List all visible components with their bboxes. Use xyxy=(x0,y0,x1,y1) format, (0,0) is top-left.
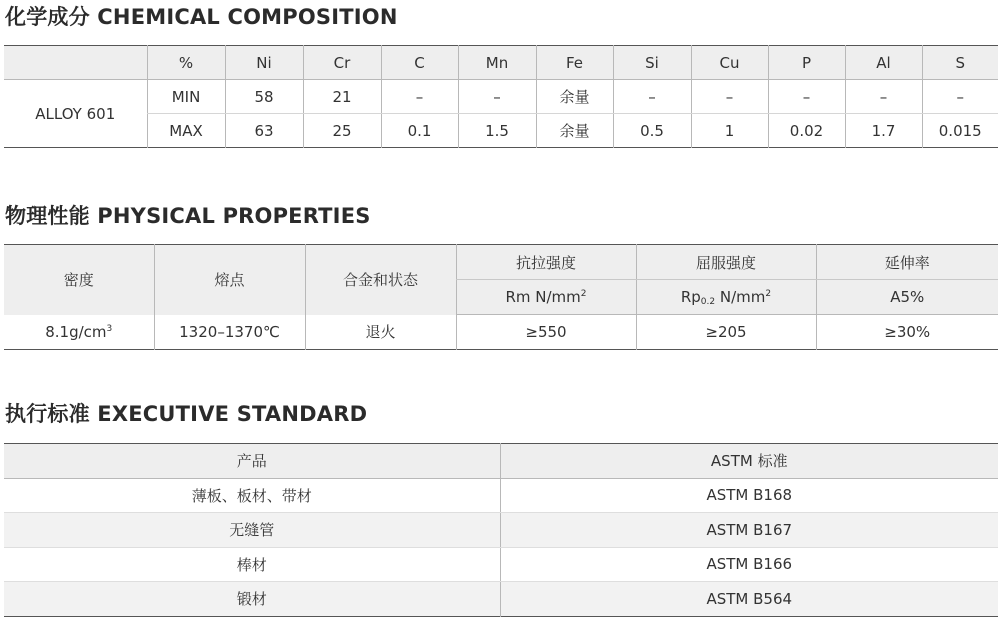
max-value: 1.7 xyxy=(845,114,922,148)
chemical-header-cell: Cr xyxy=(303,46,381,80)
chemical-header-cell: Al xyxy=(845,46,922,80)
table-row xyxy=(4,80,998,114)
header-tensile-strength: 抗拉强度 xyxy=(456,245,636,280)
header-product: 产品 xyxy=(4,444,500,479)
standard-cell: ASTM B564 xyxy=(500,582,998,617)
min-value: – xyxy=(613,80,691,114)
chemical-header-blank xyxy=(4,46,147,80)
physical-title: 物理性能 PHYSICAL PROPERTIES xyxy=(5,204,371,228)
chemical-title: 化学成分 CHEMICAL COMPOSITION xyxy=(5,5,398,29)
max-value: 0.1 xyxy=(381,114,458,148)
max-value: 0.02 xyxy=(768,114,845,148)
max-value: 1.5 xyxy=(458,114,536,148)
header-melting-point: 熔点 xyxy=(154,245,305,315)
physical-table xyxy=(4,244,998,350)
min-value: – xyxy=(691,80,768,114)
value-density-sup: 3 xyxy=(106,323,113,334)
header-elongation: 延伸率 xyxy=(816,245,998,280)
table-row xyxy=(4,513,998,548)
unit-tensile-sup: 2 xyxy=(580,289,587,299)
standard-cell: ASTM B167 xyxy=(500,513,998,548)
chemical-header-cell: C xyxy=(381,46,458,80)
standard-cell: ASTM B168 xyxy=(500,478,998,513)
chemical-header-cell: Cu xyxy=(691,46,768,80)
min-value: – xyxy=(458,80,536,114)
unit-tensile-base: Rm N/mm xyxy=(505,288,581,306)
chemical-header-cell: Mn xyxy=(458,46,536,80)
row-label-min: MIN xyxy=(147,80,225,114)
product-cell: 薄板、板材、带材 xyxy=(4,478,500,513)
chemical-header-cell: P xyxy=(768,46,845,80)
header-yield-strength: 屈服强度 xyxy=(636,245,816,280)
standard-table xyxy=(4,443,998,617)
header-density: 密度 xyxy=(4,245,154,315)
value-elongation: ≥30% xyxy=(816,315,998,350)
value-melting-point: 1320–1370℃ xyxy=(154,315,305,350)
unit-tensile xyxy=(456,280,636,315)
table-row xyxy=(4,315,998,350)
table-row xyxy=(4,478,998,513)
min-value: – xyxy=(922,80,998,114)
standard-header-row xyxy=(4,444,998,479)
chemical-header-cell: Si xyxy=(613,46,691,80)
unit-yield-sub: 0.2 xyxy=(700,296,716,307)
table-row xyxy=(4,582,998,617)
value-density xyxy=(4,315,154,350)
max-value: 0.5 xyxy=(613,114,691,148)
unit-elongation: A5% xyxy=(816,280,998,315)
value-density-base: 8.1g/cm xyxy=(45,322,107,341)
min-value: – xyxy=(845,80,922,114)
value-tensile: ≥550 xyxy=(456,315,636,350)
chemical-header-cell: Ni xyxy=(225,46,303,80)
min-value: – xyxy=(768,80,845,114)
max-value: 63 xyxy=(225,114,303,148)
table-row xyxy=(4,114,998,148)
unit-yield-rp: Rp xyxy=(680,287,701,306)
standard-cell: ASTM B166 xyxy=(500,547,998,582)
physical-header-row xyxy=(4,245,998,280)
chemical-header-cell: Fe xyxy=(536,46,613,80)
chemical-header-cell: S xyxy=(922,46,998,80)
unit-yield-sup: 2 xyxy=(765,288,772,299)
row-label-max: MAX xyxy=(147,114,225,148)
value-yield: ≥205 xyxy=(636,315,816,350)
unit-yield xyxy=(636,280,816,315)
header-astm-standard: ASTM 标准 xyxy=(500,444,998,479)
max-value: 余量 xyxy=(536,114,613,148)
min-value: – xyxy=(381,80,458,114)
standard-title: 执行标准 EXECUTIVE STANDARD xyxy=(5,402,368,426)
chemical-header-cell: % xyxy=(147,46,225,80)
max-value: 0.015 xyxy=(922,114,998,148)
chemical-header-row xyxy=(4,46,998,80)
chemical-table xyxy=(4,45,998,148)
max-value: 25 xyxy=(303,114,381,148)
table-row xyxy=(4,547,998,582)
product-cell: 棒材 xyxy=(4,547,500,582)
product-cell: 锻材 xyxy=(4,582,500,617)
min-value: 58 xyxy=(225,80,303,114)
value-alloy-state: 退火 xyxy=(305,315,456,350)
min-value: 21 xyxy=(303,80,381,114)
min-value: 余量 xyxy=(536,80,613,114)
header-alloy-state: 合金和状态 xyxy=(305,245,456,315)
unit-yield-base: N/mm xyxy=(715,287,766,306)
alloy-name: ALLOY 601 xyxy=(35,104,116,123)
max-value: 1 xyxy=(691,114,768,148)
product-cell: 无缝管 xyxy=(4,513,500,548)
